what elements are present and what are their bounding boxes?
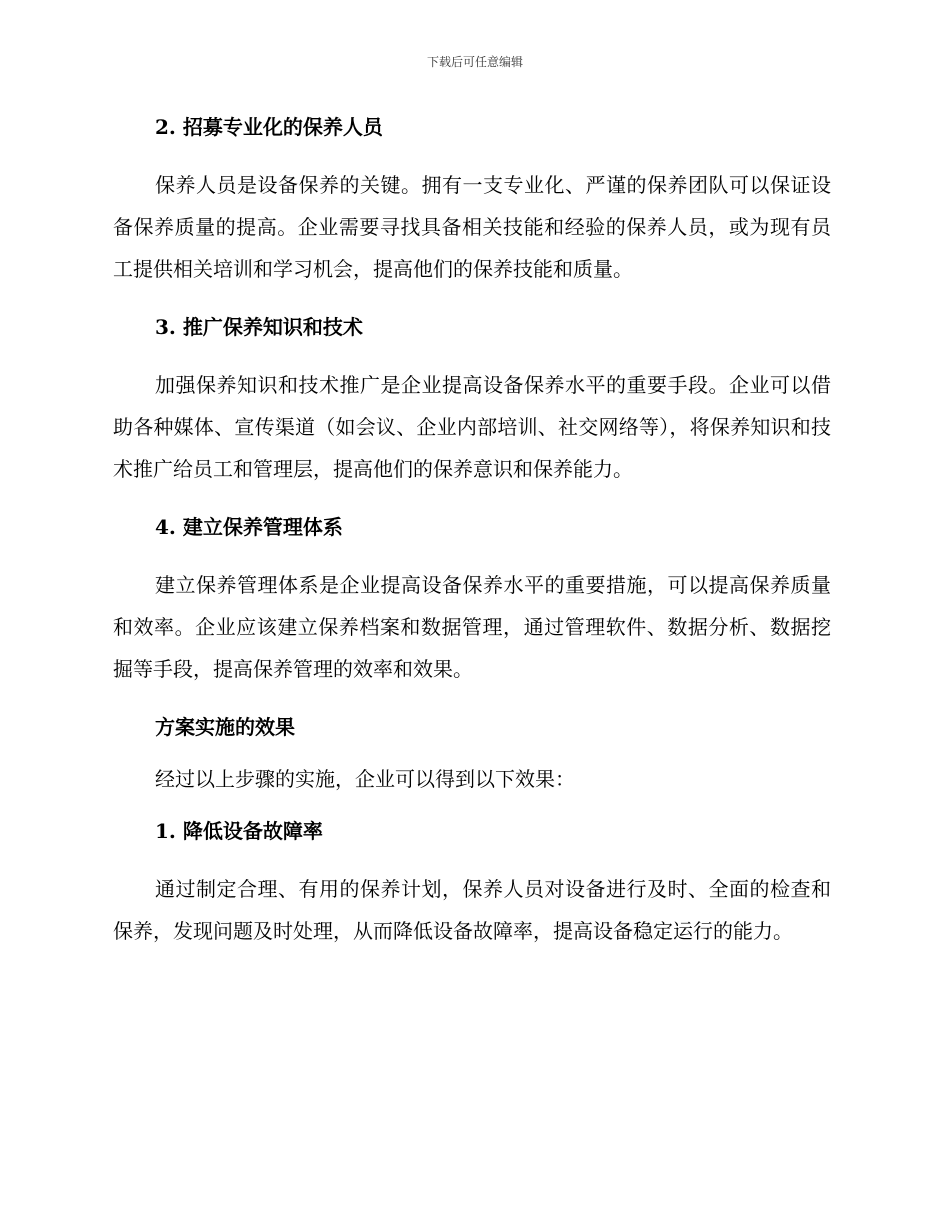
section-paragraph: 建立保养管理体系是企业提高设备保养水平的重要措施，可以提高保养质量和效率。企业应该建立保养档案和数据管理，通过管理软件、数据分析、数据挖掘等手段，提高保养管理的效率和效果。 [113,573,831,681]
section-heading: 1. 降低设备故障率 [155,819,323,843]
page-header-note: 下载后可任意编辑 [426,55,523,69]
section-heading: 2. 招募专业化的保养人员 [155,115,383,139]
document-body [113,112,831,974]
section-heading: 4. 建立保养管理体系 [155,515,343,539]
section-paragraph: 保养人员是设备保养的关键。拥有一支专业化、严谨的保养团队可以保证设备保养质量的提高。企业需要寻找具备相关技能和经验的保养人员，或为现有员工提供相关培训和学习机会，提高他们的保养技能和质量。 [113,173,831,281]
section-heading: 3. 推广保养知识和技术 [155,315,363,339]
section-paragraph: 通过制定合理、有用的保养计划，保养人员对设备进行及时、全面的检查和保养，发现问题及时处理，从而降低设备故障率，提高设备稳定运行的能力。 [113,877,831,943]
section-paragraph: 经过以上步骤的实施，企业可以得到以下效果： [155,767,575,791]
section-paragraph: 加强保养知识和技术推广是企业提高设备保养水平的重要手段。企业可以借助各种媒体、宣传渠道（如会议、企业内部培训、社交网络等），将保养知识和技术推广给员工和管理层，提高他们的保养意识和保养能力。 [113,373,831,481]
section-heading: 方案实施的效果 [155,715,295,739]
